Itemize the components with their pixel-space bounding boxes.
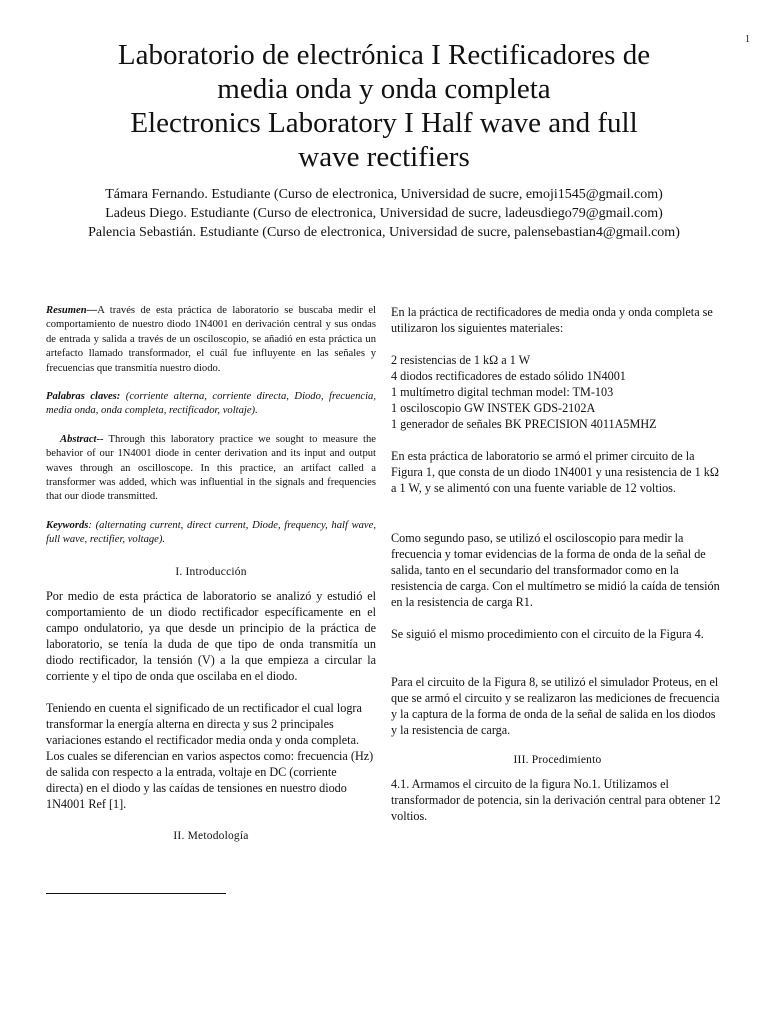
keywords-label: Keywords xyxy=(46,519,89,531)
resumen-paragraph xyxy=(46,304,376,376)
section-heading-introduccion: I. Introducción xyxy=(175,565,247,578)
author-line: Ladeus Diego. Estudiante (Curso de electronica, Universidad de sucre, ladeusdiego79@gmail.com) xyxy=(105,206,663,221)
title-line: media onda y onda completa xyxy=(217,73,551,105)
abstract-text: Through this laboratory practice we sought to measure the behavior of our 1N4001 diode in center derivation and its input and output waves through an oscilloscope. In this practice, an artifact called a transformer was added, which was influential in the signals and frequencies that our diode transmitted. xyxy=(46,433,376,503)
footnote-rule xyxy=(46,893,226,894)
paper-title xyxy=(40,38,728,174)
author-list xyxy=(40,185,728,242)
material-item: 2 resistencias de 1 kΩ a 1 W xyxy=(391,353,531,367)
materials-intro: En la práctica de rectificadores de media onda y onda completa se utilizaron los siguientes materiales: xyxy=(391,305,713,335)
palabras-claves-paragraph xyxy=(46,390,376,419)
resumen-label: Resumen— xyxy=(46,305,98,316)
materials-list xyxy=(391,352,724,432)
material-item: 4 diodos rectificadores de estado sólido 1N4001 xyxy=(391,369,626,383)
keywords-paragraph xyxy=(46,519,376,548)
procedure-paragraph: 4.1. Armamos el circuito de la figura No.1. Utilizamos el transformador de potencia, sin la derivación central para obtener 12 voltios. xyxy=(391,777,721,823)
section-heading-metodologia: II. Metodología xyxy=(173,829,249,842)
material-item: 1 osciloscopio GW INSTEK GDS-2102A xyxy=(391,401,596,415)
abstract-paragraph xyxy=(46,433,376,505)
title-line: Electronics Laboratory I Half wave and full xyxy=(130,107,638,139)
title-line: wave rectifiers xyxy=(298,141,470,173)
palabras-claves-text: (corriente alterna, corriente directa, Diodo, frecuencia, media onda, onda completa, rectificador, voltaje). xyxy=(46,391,376,417)
right-column xyxy=(391,304,724,840)
methodology-paragraph: En esta práctica de laboratorio se armó el primer circuito de la Figura 1, que consta de un diodo 1N4001 y una resistencia de 1 kΩ a 1 W, y se alimentó con una fuente variable de 12 voltios. xyxy=(391,449,719,495)
author-line: Támara Fernando. Estudiante (Curso de electronica, Universidad de sucre, emoji1545@gmail.com) xyxy=(105,187,663,202)
resumen-text: A través de esta práctica de laboratorio se buscaba medir el comportamiento de nuestro diodo 1N4001 en derivación central y sus ondas de entrada y salida a través de un osciloscopio, se añadió en esta práctica un artefacto llamado transformador, el cuál fue influyente en las señales y frecuencias que transmitía nuestro diodo. xyxy=(46,305,376,374)
introduccion-paragraph: Teniendo en cuenta el significado de un rectificador el cual logra transformar la energía alterna en directa y sus 2 principales variaciones estando el rectificador media onda y onda completa. Los cuales se diferencian en varios aspectos como: frecuencia (Hz) de salida con respecto a la entrada, voltaje en DC (corriente directa) en el diodo y las caídas de tensiones en nuestro diodo 1N4001 Ref [1]. xyxy=(46,700,374,811)
page-number: 1 xyxy=(745,34,750,45)
left-column xyxy=(46,304,376,852)
abstract-label: Abstract-- xyxy=(60,433,104,445)
material-item: 1 generador de señales BK PRECISION 4011A5MHZ xyxy=(391,417,657,431)
palabras-claves-label: Palabras claves: xyxy=(46,391,121,403)
introduccion-paragraph: Por medio de esta práctica de laboratorio se analizó y estudió el comportamiento de un diodo rectificador específicamente en el campo ondulatorio, ya que desde un principio de la práctica de laboratorio, se tenía la duda de que tipo de onda transmitía un diodo rectificador, la tensión (V) a la que empieza a circular la corriente y el tipo de onda que oscilaba en el diodo. xyxy=(46,588,376,683)
methodology-paragraph: Para el circuito de la Figura 8, se utilizó el simulador Proteus, en el que se armó el circuito y se realizaron las mediciones de frecuencia y la captura de la forma de onda de la señal de salida en los diodos y la resistencia de carga. xyxy=(391,675,720,737)
title-line: Laboratorio de electrónica I Rectificadores de xyxy=(117,39,651,71)
section-heading-procedimiento: III. Procedimiento xyxy=(513,754,602,766)
author-line: Palencia Sebastián. Estudiante (Curso de electronica, Universidad de sucre, palensebastian4@gmail.com) xyxy=(88,225,680,240)
methodology-paragraph: Se siguió el mismo procedimiento con el circuito de la Figura 4. xyxy=(391,627,704,641)
material-item: 1 multímetro digital techman model: TM-103 xyxy=(391,385,614,399)
methodology-paragraph: Como segundo paso, se utilizó el osciloscopio para medir la frecuencia y tomar evidencias de la forma de onda de la señal de salida, tanto en el secundario del transformador como en la resistencia de carga. Con el multímetro se midió la caída de tensión en la resistencia de carga R1. xyxy=(391,531,720,609)
keywords-text: : (alternating current, direct current, Diode, frequency, half wave, full wave, rectifier, voltage). xyxy=(46,519,376,546)
